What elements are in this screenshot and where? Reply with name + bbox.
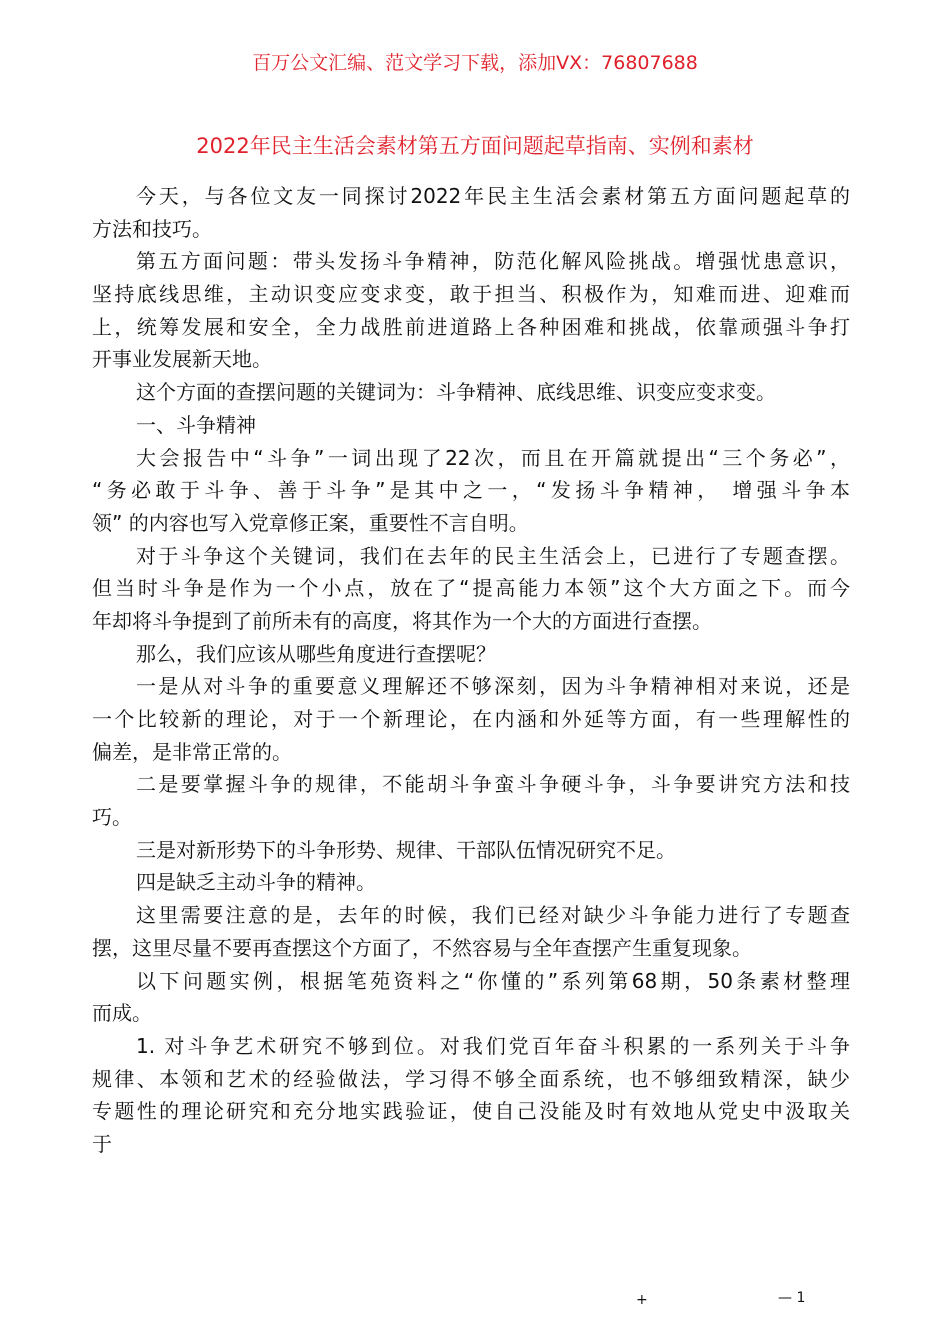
text-line: 以下问题实例，根据笔苑资料之“你懂的”系列第68期，50条素材整理	[136, 968, 850, 993]
text-line: 偏差，是非常正常的。	[92, 739, 292, 764]
text-line: 第五方面问题：带头发扬斗争精神，防范化解风险挑战。增强忧患意识，	[136, 249, 850, 274]
text-line: 一个比较新的理论，对于一个新理论，在内涵和外延等方面，有一些理解性的	[92, 707, 850, 731]
download-banner: 百万公文汇编、范文学习下载，添加VX：76807688	[252, 52, 698, 74]
paragraph	[92, 965, 850, 1030]
paragraph	[92, 834, 850, 867]
text-line: 那么，我们应该从哪些角度进行查摆呢？	[136, 641, 496, 666]
text-line: 规律、本领和艺术的经验做法，学习得不够全面系统，也不够细致精深，缺少	[92, 1066, 850, 1091]
paragraph	[92, 638, 850, 671]
text-line: 于	[92, 1131, 112, 1156]
text-line: 三是对新形势下的斗争形势、规律、干部队伍情况研究不足。	[136, 837, 676, 862]
paragraph	[92, 866, 850, 899]
paragraph	[92, 899, 850, 964]
text-line: 二是要掌握斗争的规律，不能胡斗争蛮斗争硬斗争，斗争要讲究方法和技	[136, 772, 850, 797]
paragraph	[92, 442, 850, 540]
text-line: 坚持底线思维，主动识变应变求变，敢于担当、积极作为，知难而进、迎难而	[92, 282, 850, 307]
document-title: 2022年民主生活会素材第五方面问题起草指南、实例和素材	[196, 134, 754, 158]
paragraph	[92, 670, 850, 768]
text-line: 而成。	[92, 1001, 152, 1026]
text-line: 一是从对斗争的重要意义理解还不够深刻，因为斗争精神相对来说，还是	[136, 674, 850, 699]
paragraph	[92, 768, 850, 833]
text-line: 四是缺乏主动斗争的精神。	[136, 870, 376, 895]
document-body	[92, 180, 850, 1161]
text-line: “务必敢于斗争、善于斗争”是其中之一，“发扬斗争精神， 增强斗争本	[92, 478, 850, 503]
text-line: 一、斗争精神	[136, 412, 256, 437]
text-line: 方法和技巧。	[92, 216, 212, 241]
text-line: 但当时斗争是作为一个小点，放在了“提高能力本领”这个大方面之下。而今	[92, 576, 850, 601]
page-number: — 1	[778, 1290, 806, 1306]
text-line: 上，统筹发展和安全，全力战胜前进道路上各种困难和挑战，依靠顽强斗争打	[92, 314, 850, 339]
paragraph	[92, 180, 850, 245]
text-line: 年却将斗争提到了前所未有的高度，将其作为一个大的方面进行查摆。	[92, 608, 712, 633]
text-line: 1. 对斗争艺术研究不够到位。对我们党百年奋斗积累的一系列关于斗争	[136, 1033, 850, 1058]
text-line: 巧。	[92, 805, 132, 830]
text-line: 对于斗争这个关键词，我们在去年的民主生活会上，已进行了专题查摆。	[136, 543, 850, 568]
footer-mark: +	[636, 1292, 648, 1308]
text-line: 摆，这里尽量不要再查摆这个方面了，不然容易与全年查摆产生重复现象。	[92, 935, 752, 960]
text-line: 这个方面的查摆问题的关键词为：斗争精神、底线思维、识变应变求变。	[136, 380, 776, 405]
text-line: 开事业发展新天地。	[92, 347, 272, 372]
paragraph	[92, 409, 850, 442]
paragraph	[92, 376, 850, 409]
text-line: 大会报告中“斗争”一词出现了22次，而且在开篇就提出“三个务必”，	[136, 445, 850, 470]
text-line: 领” 的内容也写入党章修正案，重要性不言自明。	[92, 510, 529, 535]
paragraph	[92, 245, 850, 376]
text-line: 专题性的理论研究和充分地实践验证，使自己没能及时有效地从党史中汲取关	[92, 1099, 850, 1124]
paragraph	[92, 1030, 850, 1161]
text-line: 今天，与各位文友一同探讨2022年民主生活会素材第五方面问题起草的	[136, 184, 850, 208]
paragraph	[92, 540, 850, 638]
text-line: 这里需要注意的是，去年的时候，我们已经对缺少斗争能力进行了专题查	[136, 903, 850, 928]
